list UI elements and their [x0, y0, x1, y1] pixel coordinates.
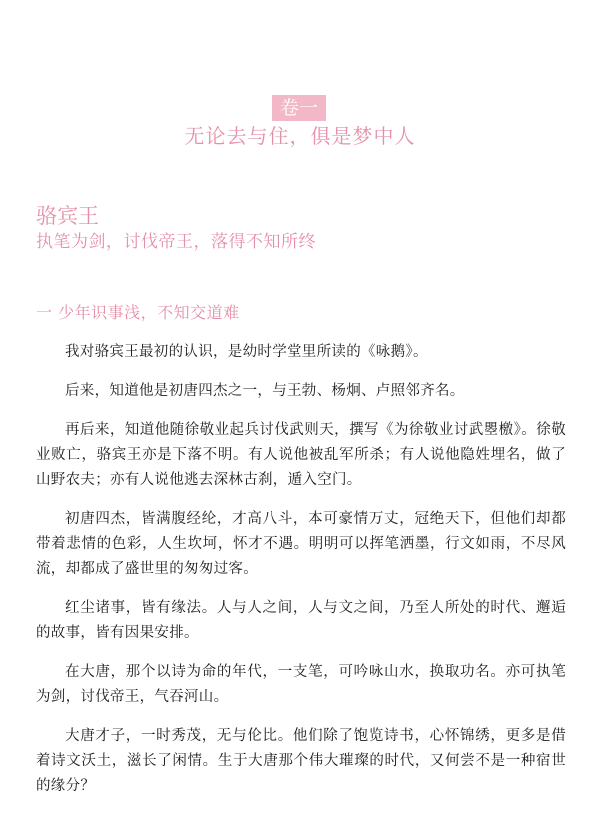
paragraph: 在大唐，那个以诗为命的年代，一支笔，可吟咏山水，换取功名。亦可执笔为剑，讨伐帝王，气吞河山。: [36, 664, 566, 705]
paragraph: 初唐四杰，皆满腹经纶，才高八斗，本可豪情万丈，冠绝天下，但他们却都带着悲情的色彩，人生坎坷，怀才不遇。明明可以挥笔洒墨，行文如雨，不尽风流，却都成了盛世里的匆匆过客。: [36, 511, 566, 577]
chapter-subtitle: 执笔为剑，讨伐帝王，落得不知所终: [36, 232, 316, 252]
body-text: [36, 340, 566, 813]
chapter-name: 骆宾王: [36, 204, 99, 228]
paragraph: 我对骆宾王最初的认识，是幼时学堂里所读的《咏鹅》。: [65, 344, 428, 360]
volume-title: 无论去与住，俱是梦中人: [184, 124, 416, 148]
paragraph: 大唐才子，一时秀茂，无与伦比。他们除了饱览诗书，心怀锦绣，更多是借着诗文沃土，滋长了闲情。生于大唐那个伟大璀璨的时代，又何尝不是一种宿世的缘分？: [36, 728, 566, 794]
paragraph: 后来，知道他是初唐四杰之一，与王勃、杨炯、卢照邻齐名。: [65, 383, 465, 399]
paragraph: 再后来，知道他随徐敬业起兵讨伐武则天，撰写《为徐敬业讨武瞾檄》。徐敬业败亡，骆宾王亦是下落不明。有人说他被乱军所杀；有人说他隐姓埋名，做了山野农夫；亦有人说他逃去深林古刹，遁入空门。: [36, 422, 566, 488]
section-title: 一 少年识事浅，不知交道难: [36, 303, 240, 322]
paragraph: 红尘诸事，皆有缘法。人与人之间，人与文之间，乃至人所处的时代、邂逅的故事，皆有因果安排。: [36, 600, 566, 641]
volume-label: 卷一: [272, 95, 326, 121]
